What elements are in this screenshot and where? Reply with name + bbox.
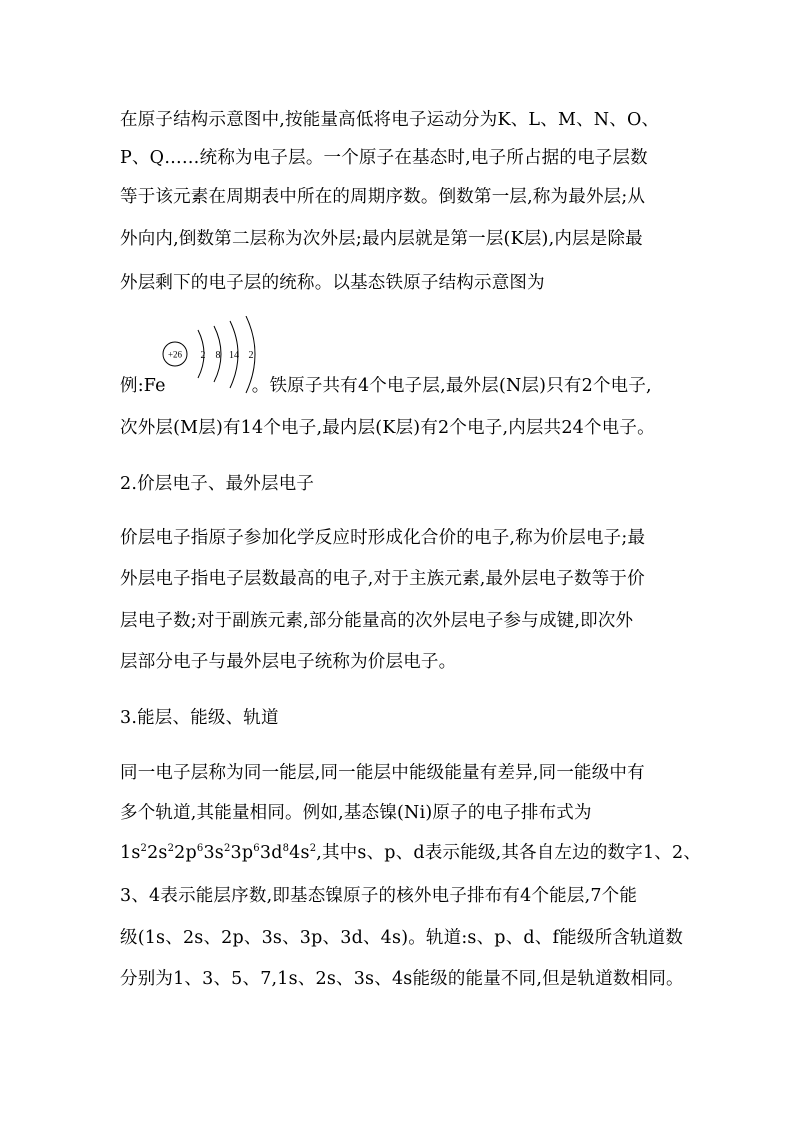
electron-configuration: $1s^22s^22p^63s^23p^63d^84s^2$ bbox=[120, 843, 317, 863]
shell-electron-count: 14 bbox=[229, 350, 239, 361]
paragraph-line: P、Q……统称为电子层。一个原子在基态时,电子所占据的电子层数 bbox=[120, 148, 648, 168]
paragraph-line: 外向内,倒数第二层称为次外层;最内层就是第一层(K层),内层是除最 bbox=[120, 229, 643, 249]
config-description: ,其中s、p、d表示能级,其各自左边的数字1、2、 bbox=[316, 843, 702, 863]
paragraph-line: 分别为1、3、5、7,1s、2s、3s、4s能级的能量不同,但是轨道数相同。 bbox=[120, 969, 684, 989]
paragraph-line: 多个轨道,其能量相同。例如,基态镍(Ni)原子的电子排布式为 bbox=[120, 803, 592, 823]
paragraph-line bbox=[120, 378, 680, 396]
paragraph-line: 3、4表示能层序数,即基态镍原子的核外电子排布有4个能层,7个能 bbox=[120, 886, 638, 906]
paragraph-line: 层部分电子与最外层电子统称为价层电子。 bbox=[120, 652, 457, 672]
paragraph-line: 外层剩下的电子层的统称。以基态铁原子结构示意图为 bbox=[120, 273, 545, 293]
shell-electron-count: 8 bbox=[215, 350, 221, 361]
electron-configuration-line bbox=[120, 843, 702, 863]
example-label: 例:Fe bbox=[120, 376, 166, 396]
paragraph-line: 价层电子指原子参加化学反应时形成化合价的电子,称为价层电子;最 bbox=[120, 528, 646, 548]
shell-electron-count: 2 bbox=[248, 350, 254, 361]
paragraph-line: 同一电子层称为同一能层,同一能层中能级能量有差异,同一能级中有 bbox=[120, 763, 645, 783]
section-heading: 3.能层、能级、轨道 bbox=[120, 708, 279, 728]
paragraph-line: 层电子数;对于副族元素,部分能量高的次外层电子参与成键,即次外 bbox=[120, 611, 634, 631]
shell-electron-count: 2 bbox=[200, 350, 206, 361]
paragraph-line: 等于该元素在周期表中所在的周期序数。倒数第一层,称为最外层;从 bbox=[120, 187, 646, 207]
example-description: 。铁原子共有4个电子层,最外层(N层)只有2个电子, bbox=[251, 376, 652, 396]
paragraph-line: 级(1s、2s、2p、3s、3p、3d、4s)。轨道:s、p、d、f能级所含轨道数 bbox=[120, 928, 684, 948]
paragraph-line: 外层电子指电子层数最高的电子,对于主族元素,最外层电子数等于价 bbox=[120, 569, 645, 589]
nucleus-charge: +26 bbox=[167, 349, 183, 360]
section-heading: 2.价层电子、最外层电子 bbox=[120, 474, 315, 494]
paragraph-line: 次外层(M层)有14个电子,最内层(K层)有2个电子,内层共24个电子。 bbox=[120, 418, 655, 438]
paragraph-line: 在原子结构示意图中,按能量高低将电子运动分为K、L、M、N、O、 bbox=[120, 110, 660, 130]
